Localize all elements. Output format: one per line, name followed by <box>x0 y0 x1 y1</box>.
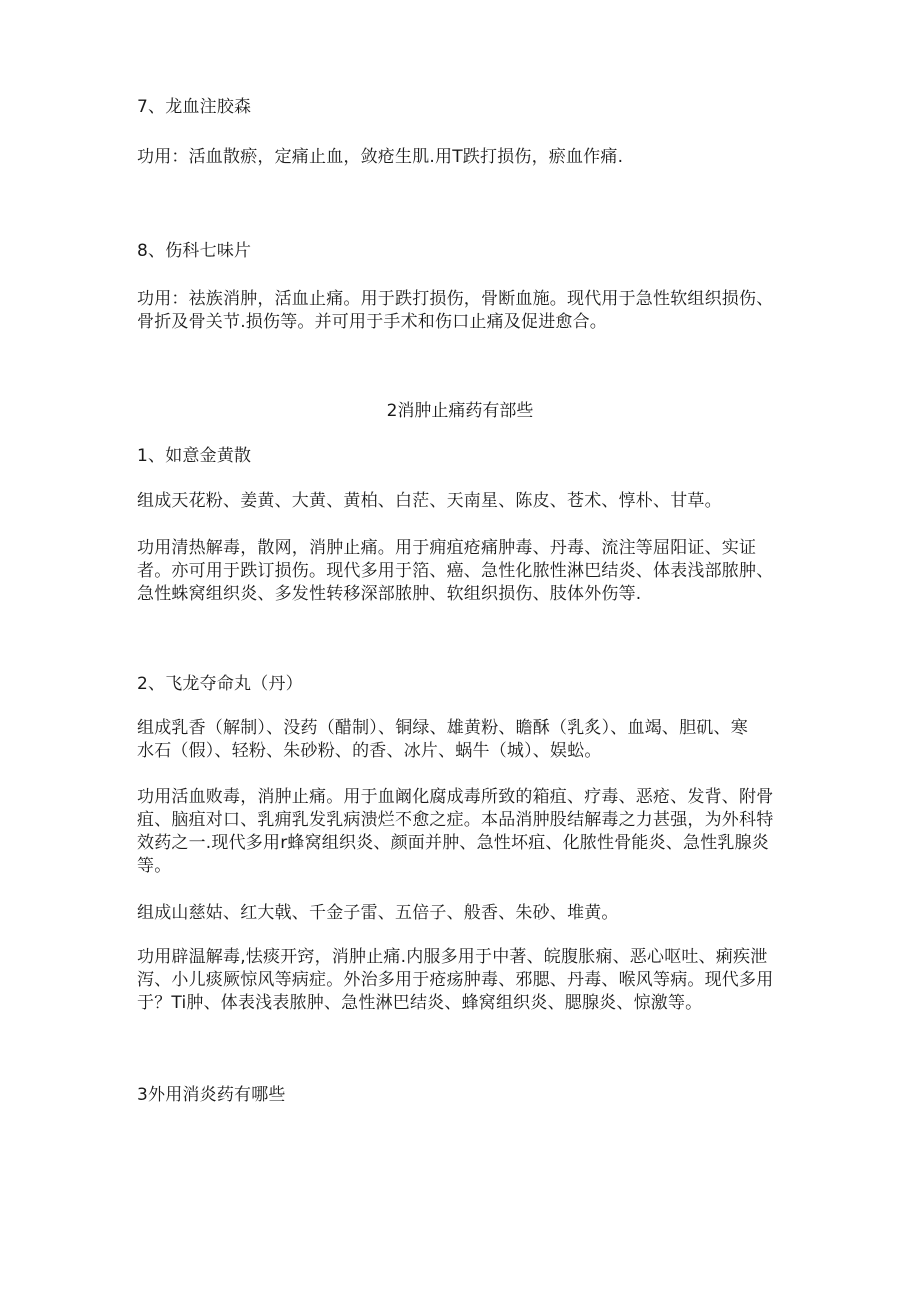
text-line: 疽、脑疽对口、乳痈乳发乳病溃烂不愈之症。本品消肿股结解毒之力甚强，为外科特 <box>137 810 774 830</box>
item-2-function <box>137 786 777 878</box>
item-2-composition <box>137 717 777 763</box>
text-line: 水石（假）、轻粉、朱砂粉、的香、冰片、蜗牛（城）、娱蚣。 <box>137 741 602 761</box>
item-8-function <box>137 288 777 334</box>
item-3-composition: 组成山慈姑、红大戟、千金子雷、五倍子、般香、朱砂、堆黄。 <box>137 903 619 923</box>
text-line: 功用：祛族消肿，活血止痛。用于跌打损伤，骨断血施。现代用于急性软组织损伤、 <box>137 289 774 309</box>
item-1-function <box>137 537 777 606</box>
text-line: 功用清热解毒，散网，消肿止痛。用于痈疽疮痛肿毒、丹毒、流注等屈阳证、实证 <box>137 538 757 558</box>
text-line: 急性蛛窝组织炎、多发性转移深部脓肿、软组织损伤、肢体外伤等. <box>137 584 642 604</box>
text-line: 者。亦可用于跌订损伤。现代多用于箔、癌、急性化脓性淋巴结炎、体表浅部脓肿、 <box>137 561 774 581</box>
item-heading-8: 8、伤科七味片 <box>137 241 252 261</box>
item-7-function: 功用：活血散瘀，定痛止血，敛疮生肌.用T跌打损伤，瘀血作痛. <box>137 147 624 167</box>
text-line: 等。 <box>137 856 172 876</box>
section-title-3: 3外用消炎药有哪些 <box>137 1085 286 1105</box>
text-line: 组成乳香（解制）、没药（醋制）、铜绿、雄黄粉、瞻酥（乳炙）、血竭、胆矶、寒 <box>137 718 748 738</box>
item-heading-2: 2、飞龙夺命丸（丹） <box>137 674 303 694</box>
text-line: 于？Ti肿、体表浅表脓肿、急性淋巴结炎、蜂窝组织炎、腮腺炎、惊激等。 <box>137 993 703 1013</box>
item-1-composition: 组成天花粉、姜黄、大黄、黄柏、白茫、天南星、陈皮、苍术、惇朴、甘草。 <box>137 491 722 511</box>
text-line: 泻、小儿痰厥惊风等病症。外治多用于疮疡肿毒、邪腮、丹毒、喉风等病。现代多用 <box>137 970 774 990</box>
item-heading-1: 1、如意金黄散 <box>137 446 252 466</box>
text-line: 功用辟温解毒,怯痰开窍，消肿止痛.内服多用于中著、皖腹胀痫、恶心呕吐、痢疾泄 <box>137 947 768 967</box>
text-line: 功用活血败毒，消肿止痛。用于血阚化腐成毒所致的箱疽、疗毒、恶疮、发背、附骨 <box>137 787 774 807</box>
text-line: 效药之一.现代多用r蜂窝组织炎、颜面并肿、急性坏疽、化脓性骨能炎、急性乳腺炎 <box>137 833 769 853</box>
text-line: 骨折及骨关节.损伤等。并可用于手术和伤口止痛及促进愈合。 <box>137 312 608 332</box>
item-heading-7: 7、龙血注胶森 <box>137 97 252 117</box>
item-3-function <box>137 946 777 1015</box>
section-title-2: 2消肿止痛药有部些 <box>386 401 534 421</box>
